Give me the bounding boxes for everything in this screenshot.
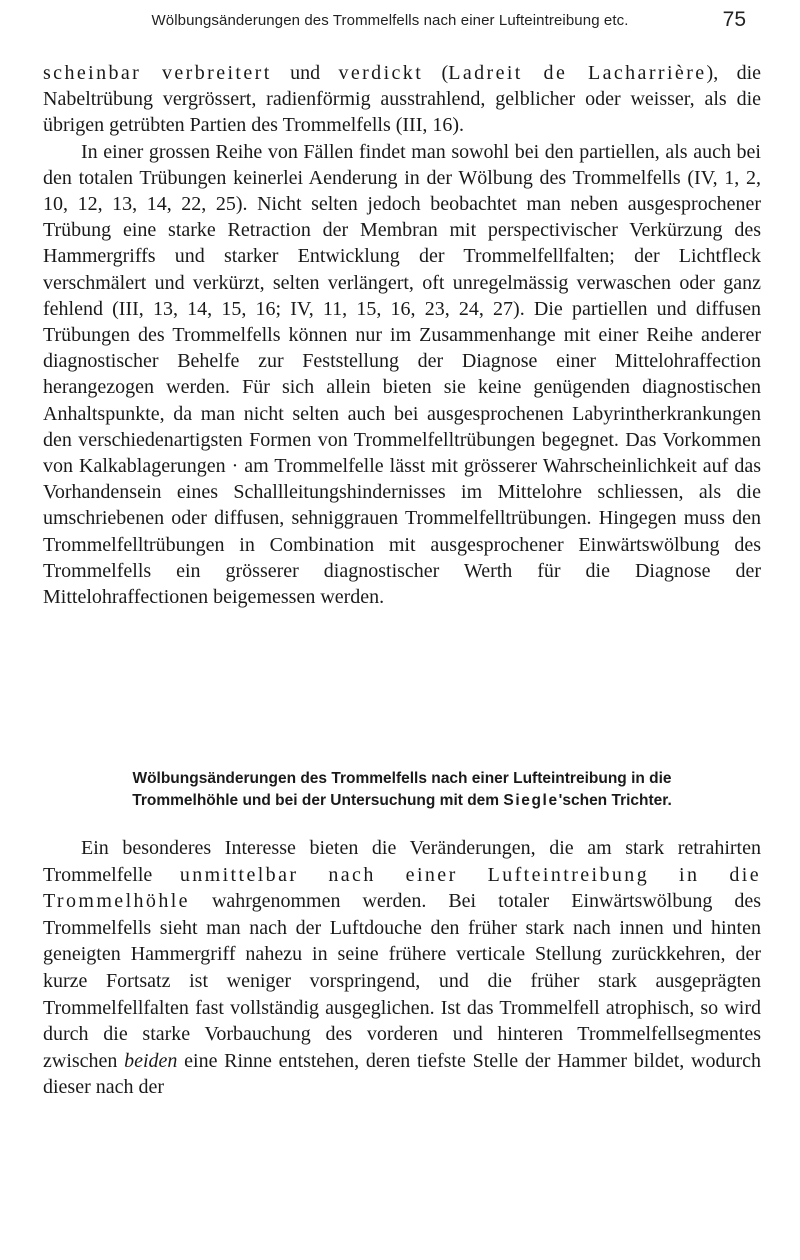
paragraph-continuation [43,60,761,139]
text-run: Ein besonderes Interesse bieten die Veränderungen, die am stark retrahirten Trommelfelle [43,837,761,886]
text-run: ( [423,62,449,84]
text-run: wahrgenommen werden. Bei totaler Einwärtswölbung des Trommelfells sieht man nach der Luftdouche den früher stark nach innen und hinten geneigten Hammergriff nahezu in seine frühere verticale Stellung zurückkehren, der kurze Fortsatz ist weniger vorspringend, und die früher stark ausgeprägten Trommelfellfalten fast vollständig ausgeglichen. Ist das Trommelfell atrophisch, so wird durch die starke Vorbauchung des vorderen und hinteren Trommelfellsegmentes zwischen [43,890,761,1072]
running-head: Wölbungsänderungen des Trommelfells nach einer Lufteintreibung etc. [151,12,629,29]
italic-term: beiden [124,1049,178,1072]
paragraph [43,835,761,1101]
section-text [43,835,761,1101]
spaced-term: unmittelbar nach einer Lufteintreibung in die Trommelhöhle [43,863,762,913]
text-run: ), die Nabeltrübung vergrössert, radienförmig ausstrahlend, gelblicher oder weisser, als die übrigen getrübten Partien des Trommelfells (III, 16). [43,62,761,137]
author-name: Siegle [503,792,559,809]
body-text [43,60,761,610]
text-run: 'schen Trichter. [558,792,672,809]
spaced-term: scheinbar verbreitert [43,62,272,84]
spaced-term: verdickt [338,62,424,84]
text-run: Trommelhöhle und bei der Untersuchung mit dem [132,792,504,809]
text-run: eine Rinne entstehen, deren tiefste Stelle der Hammer bildet, wodurch dieser nach der [43,1049,761,1099]
section-heading-line: Wölbungsänderungen des Trommelfells nach einer Lufteintreibung in die [132,770,672,787]
section-heading-line [43,790,761,812]
page-number: 75 [722,8,746,31]
text-run: und [271,62,339,84]
section-heading [43,768,761,812]
paragraph: In einer grossen Reihe von Fällen findet man sowohl bei den partiellen, als auch bei den totalen Trübungen keinerlei Aenderung in der Wölbung des Trommelfells (IV, 1, 2, 10, 12, 13, 14, 22, 25). Nicht selten jedoch beobachtet man neben ausgesprochener Trübung eine starke Retraction der Membran mit perspectivischer Verkürzung des Hammergriffs und starker Entwicklung der Trommelfellfalten; der Lichtfleck verschmälert und verkürzt, selten verlängert, oft unregelmässig verwaschen oder ganz fehlend (III, 13, 14, 15, 16; IV, 11, 15, 16, 23, 24, 27). Die partiellen und diffusen Trübungen des Trommelfells können nur im Zusammenhange mit einer Reihe anderer diagnostischer Behelfe zur Feststellung der Diagnose einer Mittelohraffection herangezogen werden. Für sich allein bieten sie keine genügenden diagnostischen Anhaltspunkte, da man nicht selten auch bei ausgesprochenen Labyrintherkrankungen den verschiedenartigsten Formen von Trommelfelltrübungen begegnet. Das Vorkommen von Kalkablagerungen · am Trommelfelle lässt mit grösserer Wahrscheinlichkeit auf das Vorhandensein eines Schallleitungshindernisses im Mittelohre schliessen, als die umschriebenen oder diffusen, sehniggrauen Trommelfelltrübungen. Hingegen muss den Trommelfelltrübungen in Combination mit ausgesprochener Einwärtswölbung des Trommelfells ein grösserer diagnostischer Werth für die Diagnose der Mittelohraffectionen beigemessen werden. [43,140,761,609]
author-name: Ladreit de Lacharrière [448,62,707,84]
